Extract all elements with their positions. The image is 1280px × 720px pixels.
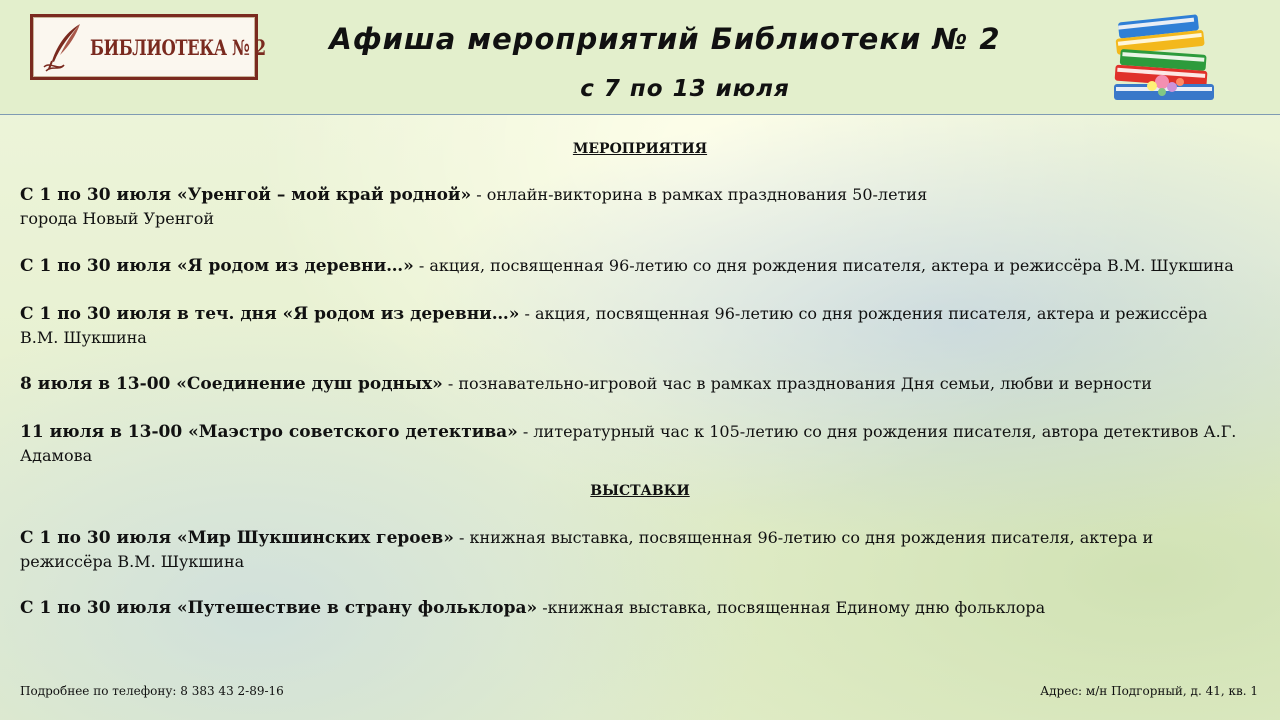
event-description-cont: режиссёра В.М. Шукшина xyxy=(20,552,245,571)
event-lead: С 1 по 30 июля «Мир Шукшинских героев» xyxy=(20,528,454,548)
footer-address: Адрес: м/н Подгорный, д. 41, кв. 1 xyxy=(1040,684,1258,698)
event-lead: 11 июля в 13-00 «Маэстро советского детектива» xyxy=(20,422,518,442)
list-item xyxy=(20,526,1270,573)
page-title: Афиша мероприятий Библиотеки № 2 xyxy=(329,22,1001,56)
event-lead: С 1 по 30 июля «Путешествие в страну фольклора» xyxy=(20,598,538,618)
header xyxy=(0,0,1280,115)
books-stack-icon xyxy=(1108,12,1220,108)
footer-phone: Подробнее по телефону: 8 383 43 2-89-16 xyxy=(20,684,284,698)
event-description: - книжная выставка, посвященная 96-летию со дня рождения писателя, актера и xyxy=(453,528,1154,547)
list-item xyxy=(20,420,1270,467)
list-item xyxy=(20,372,1270,396)
event-description: - познавательно-игровой час в рамках празднования Дня семьи, любви и верности xyxy=(442,374,1152,393)
section-title-exhibitions: ВЫСТАВКИ xyxy=(590,483,690,499)
event-description: - онлайн-викторина в рамках празднования 50-летия xyxy=(471,185,928,204)
list-item xyxy=(20,254,1270,278)
event-description: - акция, посвященная 96-летию со дня рождения писателя, актера и режиссёра xyxy=(519,304,1208,323)
list-item xyxy=(20,183,1270,230)
event-lead: С 1 по 30 июля «Я родом из деревни…» xyxy=(20,256,414,276)
list-item xyxy=(20,302,1270,349)
event-lead: С 1 по 30 июля в теч. дня «Я родом из деревни…» xyxy=(20,304,520,324)
logo-text: БИБЛИОТЕКА № 2 xyxy=(90,34,266,60)
list-item xyxy=(20,596,1270,620)
event-description-cont: В.М. Шукшина xyxy=(20,328,147,347)
quill-pen-icon xyxy=(40,21,88,73)
event-description-cont: города Новый Уренгой xyxy=(20,209,215,228)
page-subtitle: с 7 по 13 июля xyxy=(580,76,790,102)
section-title-events: МЕРОПРИЯТИЯ xyxy=(572,141,708,157)
event-description: - акция, посвященная 96-летию со дня рождения писателя, актера и режиссёра В.М. Шукшина xyxy=(413,256,1234,275)
event-description: - литературный час к 105-летию со дня рождения писателя, автора детективов А.Г. xyxy=(517,422,1237,441)
event-description: -книжная выставка, посвященная Единому дню фольклора xyxy=(537,598,1046,617)
event-lead: 8 июля в 13-00 «Соединение душ родных» xyxy=(20,374,443,394)
event-description-cont: Адамова xyxy=(20,446,93,465)
library-logo xyxy=(30,14,266,80)
event-lead: С 1 по 30 июля «Уренгой – мой край родной» xyxy=(20,185,472,205)
